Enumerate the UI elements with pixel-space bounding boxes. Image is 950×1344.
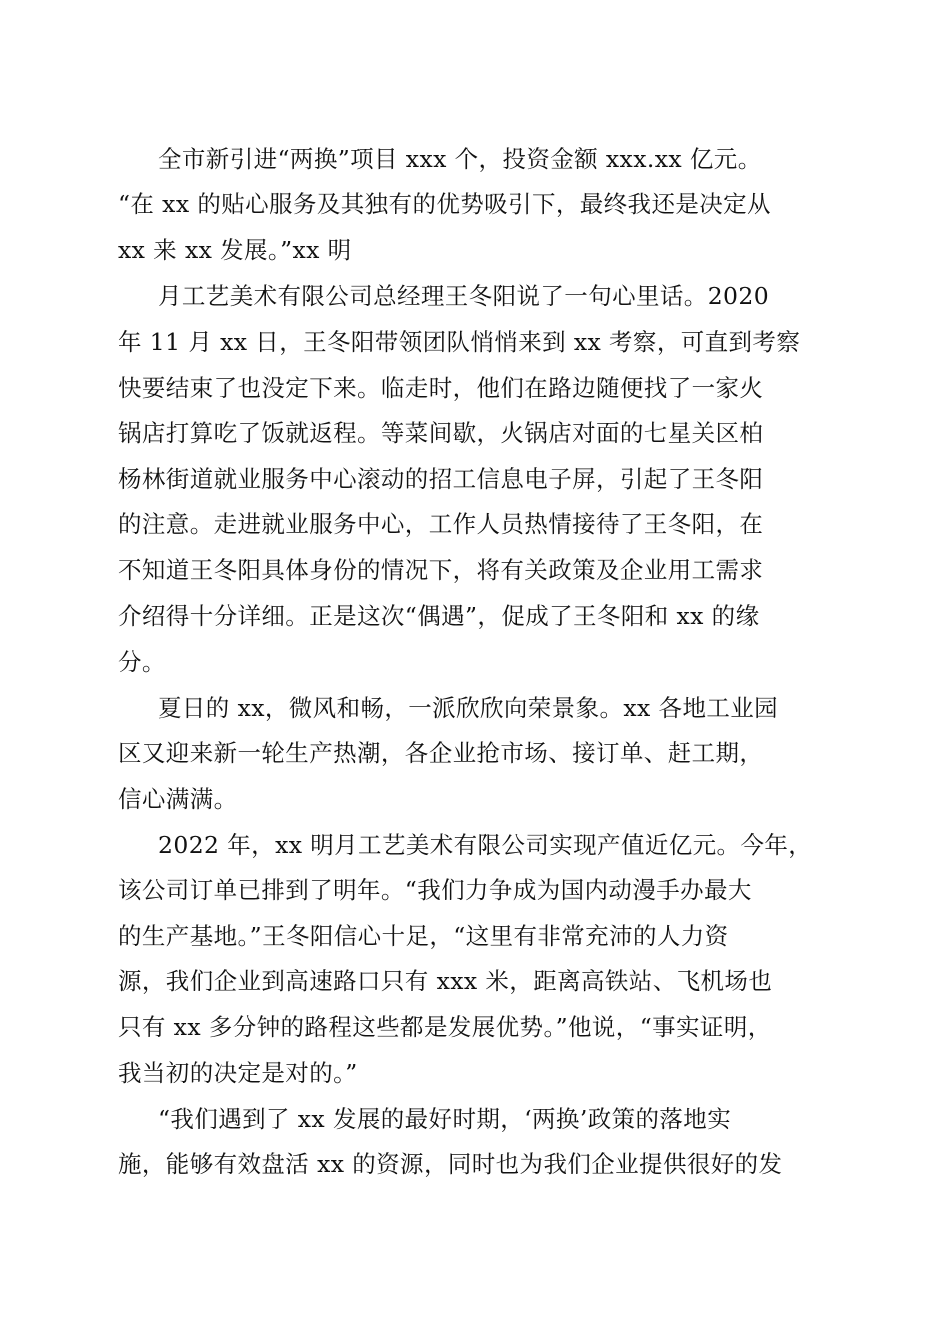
text-line: 2022 年，xx 明月工艺美术有限公司实现产值近亿元。今年，: [158, 831, 813, 859]
text-line: 区又迎来新一轮生产热潮，各企业抢市场、接订单、赶工期，: [118, 739, 764, 767]
text-line: 分。: [118, 648, 166, 676]
text-line: 该公司订单已排到了明年。“我们力争成为国内动漫手办最大: [118, 876, 752, 904]
text-line: 的生产基地。”王冬阳信心十足，“这里有非常充沛的人力资: [118, 922, 729, 950]
text-line: 年 11 月 xx 日，王冬阳带领团队悄悄来到 xx 考察，可直到考察: [118, 328, 801, 356]
text-line: 的注意。走进就业服务中心，工作人员热情接待了王冬阳，在: [118, 510, 764, 538]
text-line: 月工艺美术有限公司总经理王冬阳说了一句心里话。2020: [158, 282, 770, 310]
text-line: 信心满满。: [118, 785, 238, 813]
text-line: 源，我们企业到高速路口只有 xxx 米，距离高铁站、飞机场也: [118, 967, 773, 995]
text-line: 不知道王冬阳具体身份的情况下，将有关政策及企业用工需求: [118, 556, 764, 584]
text-line: 杨林街道就业服务中心滚动的招工信息电子屏，引起了王冬阳: [118, 465, 764, 493]
text-line: 我当初的决定是对的。”: [118, 1059, 358, 1087]
text-line: “在 xx 的贴心服务及其独有的优势吸引下，最终我还是决定从: [118, 190, 771, 218]
text-line: 全市新引进“两换”项目 xxx 个，投资金额 xxx.xx 亿元。: [158, 145, 762, 173]
text-line: 夏日的 xx，微风和畅，一派欣欣向荣景象。xx 各地工业园: [158, 694, 779, 722]
text-line: “我们遇到了 xx 发展的最好时期，‘两换’政策的落地实: [158, 1105, 732, 1133]
text-line: 锅店打算吃了饭就返程。等菜间歇，火锅店对面的七星关区柏: [118, 419, 764, 447]
text-line: xx 来 xx 发展。”xx 明: [118, 236, 352, 264]
text-line: 快要结束了也没定下来。临走时，他们在路边随便找了一家火: [118, 374, 764, 402]
text-line: 介绍得十分详细。正是这次“偶遇”，促成了王冬阳和 xx 的缘: [118, 602, 760, 630]
text-line: 只有 xx 多分钟的路程这些都是发展优势。”他说，“事实证明，: [118, 1013, 772, 1041]
text-line: 施，能够有效盘活 xx 的资源，同时也为我们企业提供很好的发: [118, 1150, 783, 1178]
